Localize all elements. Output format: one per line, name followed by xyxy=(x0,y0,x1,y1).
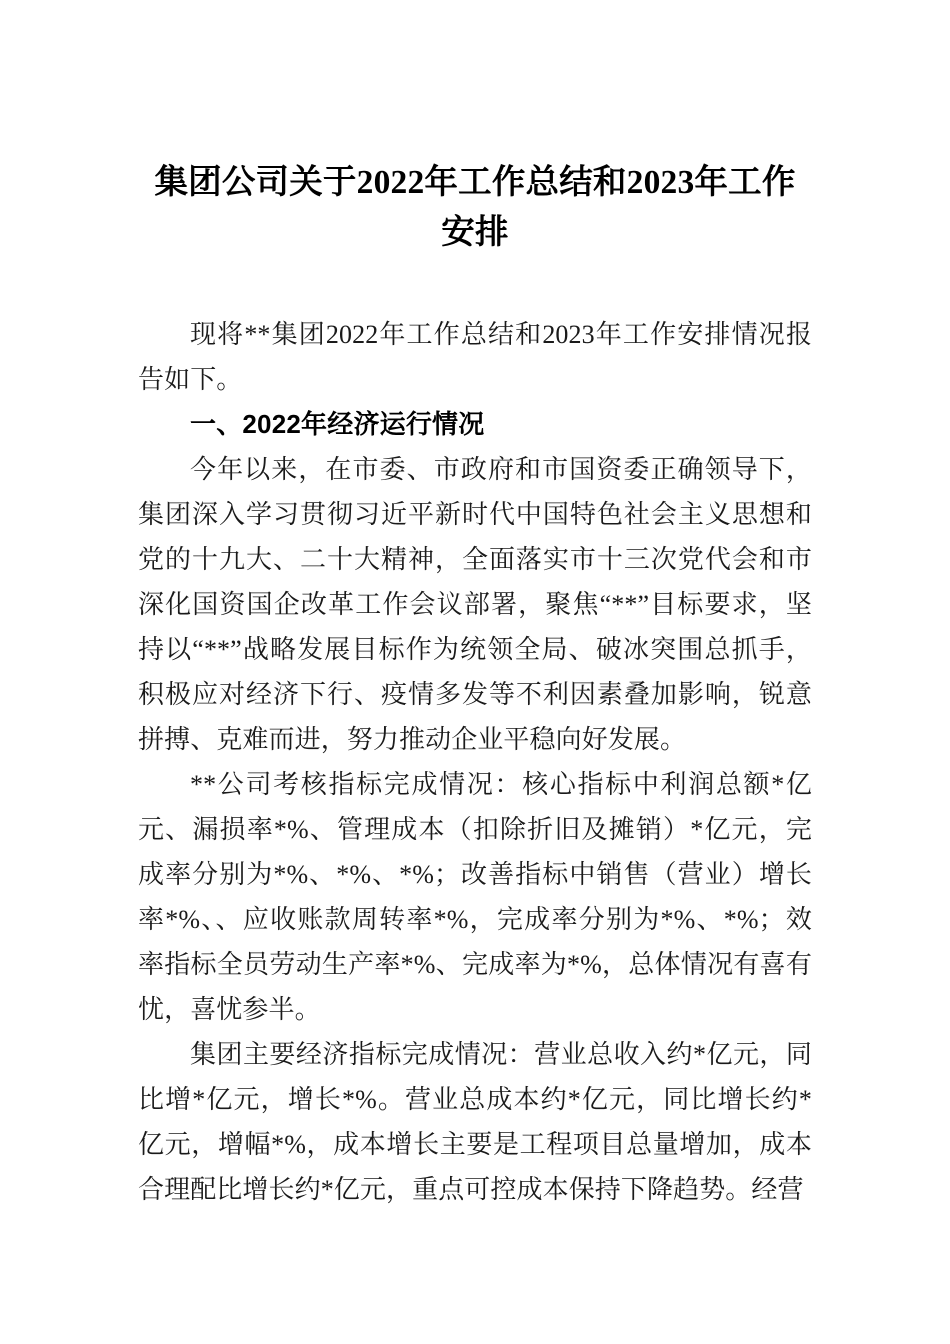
page-title xyxy=(138,158,812,258)
section-heading-1: 一、2022年经济运行情况 xyxy=(190,409,485,439)
paragraph-intro: 现将**集团2022年工作总结和2023年工作安排情况报告如下。 xyxy=(138,320,812,394)
page-title-line-1: 集团公司关于2022年工作总结和2023年工 xyxy=(154,164,762,201)
document-body xyxy=(138,312,812,1212)
page-title-line-2: 作安排 xyxy=(441,164,796,251)
paragraph-overview: 今年以来，在市委、市政府和市国资委正确领导下，集团深入学习贯彻习近平新时代中国特色社会主义思想和党的十九大、二十大精神，全面落实市十三次党代会和市深化国资国企改革工作会议部署，聚焦“**”目标要求，坚持以“**”战略发展目标作为统领全局、破冰突围总抓手，积极应对经济下行、疫情多发等不利因素叠加影响，锐意拼搏、克难而进，努力推动企业平稳向好发展。 xyxy=(138,455,812,754)
paragraph-economic-indicators: 集团主要经济指标完成情况：营业总收入约*亿元，同比增*亿元，增长*%。营业总成本约*亿元，同比增长约*亿元，增幅*%，成本增长主要是工程项目总量增加，成本合理配比增长约*亿元，重点可控成本保持下降趋势。经营 xyxy=(138,1040,812,1204)
paragraph-kpi-assessment: **公司考核指标完成情况：核心指标中利润总额*亿元、漏损率*%、管理成本（扣除折旧及摊销）*亿元，完成率分别为*%、*%、*%；改善指标中销售（营业）增长率*%、、应收账款周转率*%，完成率分别为*%、*%；效率指标全员劳动生产率*%、完成率为*%，总体情况有喜有忧，喜忧参半。 xyxy=(138,770,812,1024)
